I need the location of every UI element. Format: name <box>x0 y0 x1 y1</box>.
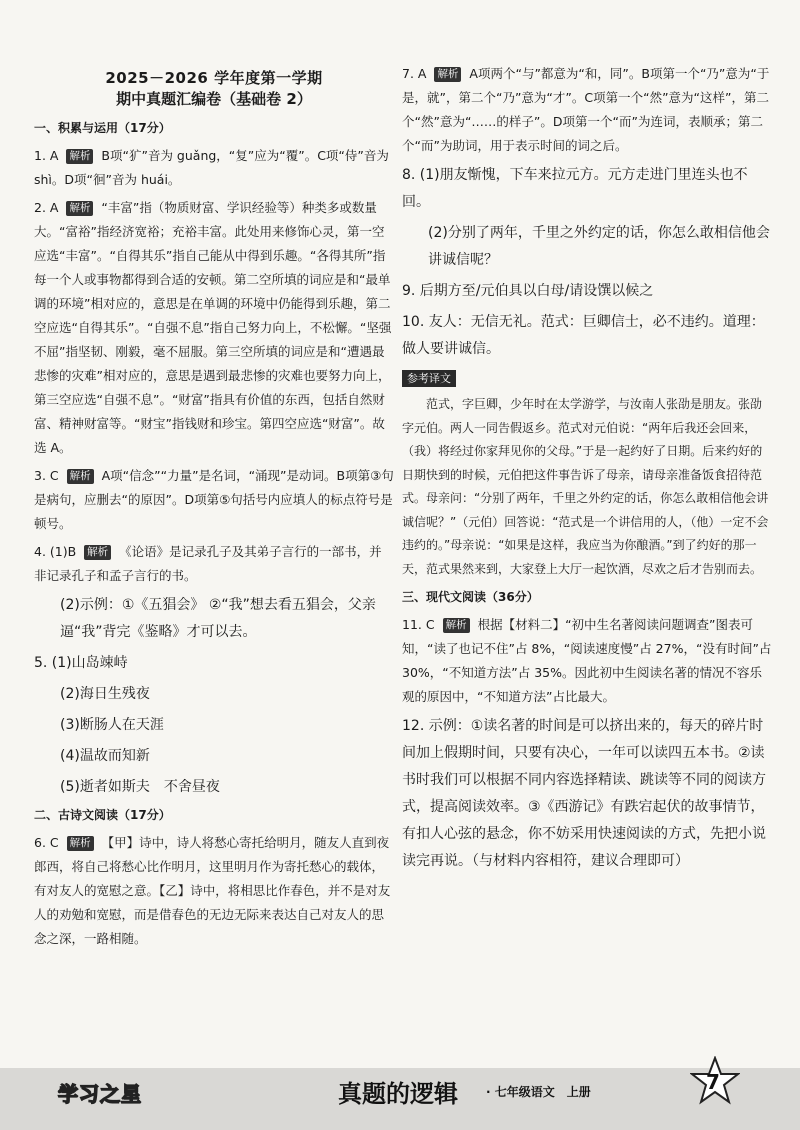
answer-2 <box>34 196 394 460</box>
answer-5-line-5: (5)逝者如斯夫 不舍昼夜 <box>60 779 220 795</box>
book-subtitle: · 七年级语文 上册 <box>486 1085 591 1099</box>
answer-number: 4. (1)B <box>34 544 77 559</box>
answer-8-part-2: (2)分别了两年，千里之外约定的话，你怎么敢相信他会讲诚信呢？ <box>428 225 770 268</box>
answer-number: 6. C <box>34 835 59 850</box>
answer-10: 10. 友人：无信无礼。范式：巨卿信士，必不违约。道理：做人要讲诚信。 <box>402 314 765 357</box>
answer-number: 7. A <box>402 66 427 81</box>
answer-text: B项“犷”音为 guǎng，“复”应为“覆”。C项“侍”音为 shì。D项“徊”音为 huái。 <box>34 148 389 187</box>
reference-translation-tag: 参考译文 <box>402 370 456 387</box>
answer-number: 3. C <box>34 468 59 483</box>
analysis-tag: 解析 <box>66 201 93 216</box>
answer-text: A项两个“与”都意为“和，同”。B项第一个“乃”意为“于是，就”，第二个“乃”意为“才”。C项第一个“然”意为“这样”，第二个“然”意为“……的样子”。D项第一个“而”为连词，表顺承；第二个“而”为助词，用于表示时间的词之后。 <box>402 66 770 153</box>
answer-7 <box>402 62 772 158</box>
title-line-1: 2025－2026 学年度第一学期 <box>105 69 323 87</box>
page-title <box>34 68 394 110</box>
title-line-2: 期中真题汇编卷（基础卷 2） <box>116 90 312 108</box>
brand-logo: 学习之星 <box>58 1082 142 1106</box>
answer-5-line-2: (2)海日生残夜 <box>60 686 150 702</box>
answer-12: 12. 示例：①读名著的时间是可以挤出来的，每天的碎片时间加上假期时间，只要有决心，一年可以读四五本书。②读书时我们可以根据不同内容选择精读、跳读等不同的阅读方式，提高阅读效率。③《西游记》有跌宕起伏的故事情节，有扣人心弦的悬念，你不妨采用快速阅读的方式，先把小说读完再说。（与材料内容相符，建议合理即可） <box>402 718 766 869</box>
analysis-tag: 解析 <box>443 618 470 633</box>
answer-text: A项“信念”“力量”是名词，“涌现”是动词。B项第③句是病句，应删去“的原因”。D项第⑤句括号内应填人的标点符号是顿号。 <box>34 468 394 531</box>
left-column <box>34 62 394 955</box>
answer-number: 1. A <box>34 148 59 163</box>
answer-4-part-2: (2)示例：①《五猖会》 ②“我”想去看五猖会，父亲逼“我”背完《鉴略》才可以去。 <box>60 597 376 640</box>
analysis-tag: 解析 <box>66 149 93 164</box>
answer-9: 9. 后期方至/元伯具以白母/请设馔以候之 <box>402 283 654 299</box>
analysis-tag: 解析 <box>67 836 94 851</box>
answer-text: 【甲】诗中，诗人将愁心寄托给明月，随友人直到夜郎西，将自己将愁心比作明月，这里明月作为寄托愁心的载体，有对友人的宽慰之意。【乙】诗中，将相思比作春色，并不是对友人的劝勉和宽慰，而是借春色的无边无际来表达自己对友人的思念之深，一路相随。 <box>34 835 391 946</box>
reference-translation: 范式，字巨卿，少年时在太学游学，与汝南人张劭是朋友。张劭字元伯。两人一同告假返乡。范式对元伯说：“两年后我还会回来，（我）将经过你家拜见你的父母。”于是一起约好了日期。后来约好的日期快到的时候，元伯把这件事告诉了母亲，请母亲准备饭食招待范式。母亲问：“分别了两年，千里之外约定的话，你怎么敢相信他会讲诚信呢？”（元伯）回答说：“范式是一个讲信用的人，（他）一定不会违约的。”母亲说：“如果是这样，我应当为你酿酒。”到了约好的那一天，范式果然来到，大家登上大厅一起饮酒，尽欢之后才告别而去。 <box>402 397 769 576</box>
section-heading-3: 三、现代文阅读（36分） <box>402 590 539 604</box>
analysis-tag: 解析 <box>67 469 94 484</box>
answer-number: 2. A <box>34 200 59 215</box>
analysis-tag: 解析 <box>84 545 111 560</box>
answer-5-line-1: 5. (1)山岛竦峙 <box>34 655 128 671</box>
answer-11 <box>402 613 772 709</box>
answer-5-line-3: (3)断肠人在天涯 <box>60 717 164 733</box>
answer-number: 11. C <box>402 617 435 632</box>
answer-1 <box>34 144 394 192</box>
right-column <box>402 62 772 879</box>
book-title: 真题的逻辑 <box>338 1080 458 1108</box>
answer-text: 根据【材料二】“初中生名著阅读问题调查”图表可知，“读了也记不住”占 8%，“阅读速度慢”占 27%，“没有时间”占 30%，“不知道方法”占 35%。因此初中生阅读名著的情况不容乐观的原因中，“不知道方法”占比最大。 <box>402 617 772 704</box>
page-number: 7 <box>706 1070 720 1094</box>
answer-text: 《论语》是记录孔子及其弟子言行的一部书，并非记录孔子和孟子言行的书。 <box>34 544 382 583</box>
answer-8-part-1: 8. (1)朋友惭愧，下车来拉元方。元方走进门里连头也不回。 <box>402 167 748 210</box>
answer-6 <box>34 831 394 951</box>
answer-text: “丰富”指（物质财富、学识经验等）种类多或数量大。“富裕”指经济宽裕；充裕丰富。此处用来修饰心灵，第一空应选“丰富”。“自得其乐”指自己能从中得到乐趣。“各得其所”指每一个人或事物都得到合适的安顿。第二空所填的词应是和“最单调的环境”相对应的，意思是在单调的环境中仍能得到乐趣，第二空应选“自得其乐”。“自强不息”指自己努力向上，不松懈。“坚强不屈”指坚韧、刚毅，毫不屈服。第三空所填的词应是和“遭遇最悲惨的灾难”相对应的，意思是遇到最悲惨的灾难也要努力向上，第三空应选“自强不息”。“财富”指具有价值的东西，包括自然财富、精神财富等。“财宝”指钱财和珍宝。第四空应选“财富”。故选 A。 <box>34 200 392 455</box>
page-footer <box>0 1068 800 1130</box>
section-heading-2: 二、古诗文阅读（17分） <box>34 808 171 822</box>
answer-3 <box>34 464 394 536</box>
section-heading-1: 一、积累与运用（17分） <box>34 121 171 135</box>
answer-4-part-1 <box>34 540 394 588</box>
analysis-tag: 解析 <box>434 67 461 82</box>
answer-5-line-4: (4)温故而知新 <box>60 748 150 764</box>
